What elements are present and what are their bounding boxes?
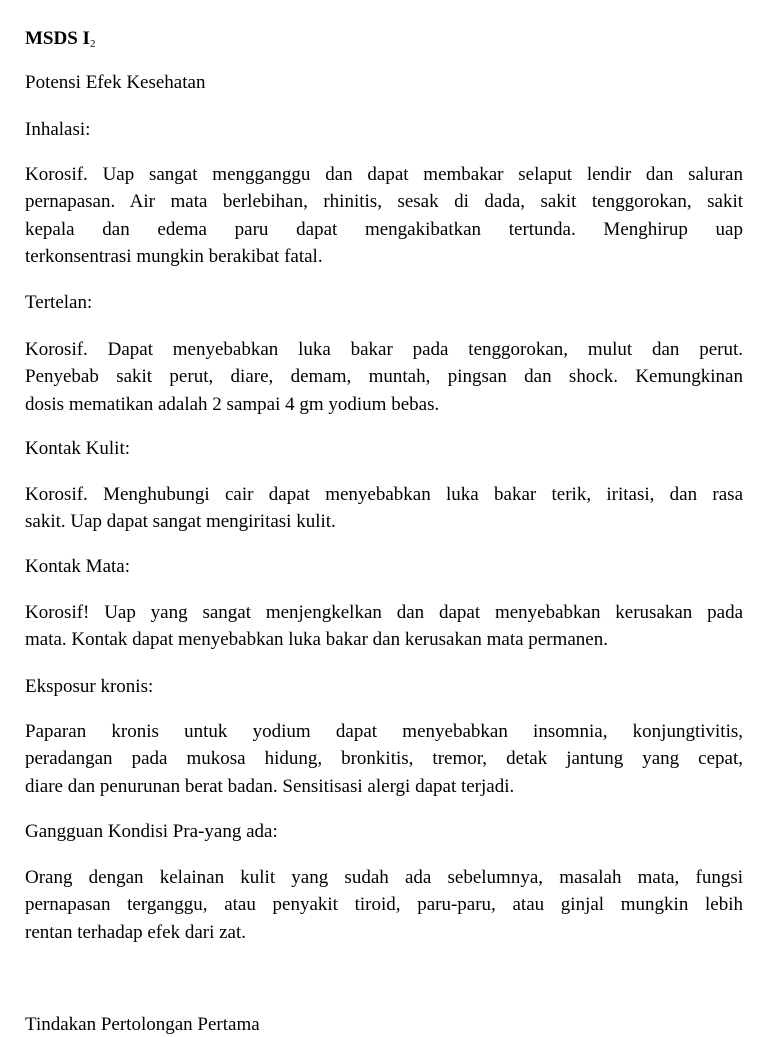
preexisting-conditions-paragraph <box>25 864 743 946</box>
title-subscript: 2 <box>89 38 96 50</box>
paragraph-line: Korosif. Dapat menyebabkan luka bakar pada tenggorokan, mulut dan perut. <box>25 339 743 360</box>
paragraph-line: mata. Kontak dapat menyebabkan luka bakar dan kerusakan mata permanen. <box>25 629 608 651</box>
eye-contact-paragraph <box>25 599 743 654</box>
ingestion-label: Tertelan: <box>25 292 93 313</box>
section-heading: Potensi Efek Kesehatan <box>25 72 206 93</box>
paragraph-line: rentan terhadap efek dari zat. <box>25 921 247 943</box>
ingestion-paragraph <box>25 336 743 418</box>
chronic-exposure-paragraph <box>25 718 743 800</box>
title-main: MSDS I <box>25 28 90 49</box>
skin-contact-paragraph <box>25 481 743 536</box>
skin-contact-label: Kontak Kulit: <box>25 438 131 459</box>
paragraph-line: kepala dan edema paru dapat mengakibatkan tertunda. Menghirup uap <box>25 218 743 240</box>
paragraph-line: terkonsentrasi mungkin berakibat fatal. <box>25 245 323 267</box>
chronic-exposure-label: Eksposur kronis: <box>25 676 154 697</box>
paragraph-line: Orang dengan kelainan kulit yang sudah ada sebelumnya, masalah mata, fungsi <box>25 867 743 888</box>
document-title <box>25 27 95 51</box>
next-section-heading: Tindakan Pertolongan Pertama <box>25 1014 260 1035</box>
paragraph-line: Korosif. Menghubungi cair dapat menyebabkan luka bakar terik, iritasi, dan rasa <box>25 484 743 505</box>
paragraph-line: Korosif! Uap yang sangat menjengkelkan dan dapat menyebabkan kerusakan pada <box>25 602 743 623</box>
eye-contact-label: Kontak Mata: <box>25 556 131 577</box>
paragraph-line: diare dan penurunan berat badan. Sensitisasi alergi dapat terjadi. <box>25 775 515 797</box>
paragraph-line: peradangan pada mukosa hidung, bronkitis, tremor, detak jantung yang cepat, <box>25 748 743 770</box>
paragraph-line: Penyebab sakit perut, diare, demam, muntah, pingsan dan shock. Kemungkinan <box>25 366 743 388</box>
paragraph-line: pernapasan. Air mata berlebihan, rhinitis, sesak di dada, sakit tenggorokan, sakit <box>25 191 743 213</box>
paragraph-line: Korosif. Uap sangat mengganggu dan dapat membakar selaput lendir dan saluran <box>25 164 743 185</box>
preexisting-conditions-label: Gangguan Kondisi Pra-yang ada: <box>25 821 278 842</box>
paragraph-line: Paparan kronis untuk yodium dapat menyebabkan insomnia, konjungtivitis, <box>25 721 743 742</box>
paragraph-line: dosis mematikan adalah 2 sampai 4 gm yodium bebas. <box>25 393 440 415</box>
paragraph-line: pernapasan terganggu, atau penyakit tiroid, paru-paru, atau ginjal mungkin lebih <box>25 894 743 916</box>
paragraph-line: sakit. Uap dapat sangat mengiritasi kulit. <box>25 511 336 533</box>
inhalation-label: Inhalasi: <box>25 119 91 140</box>
inhalation-paragraph <box>25 161 743 270</box>
